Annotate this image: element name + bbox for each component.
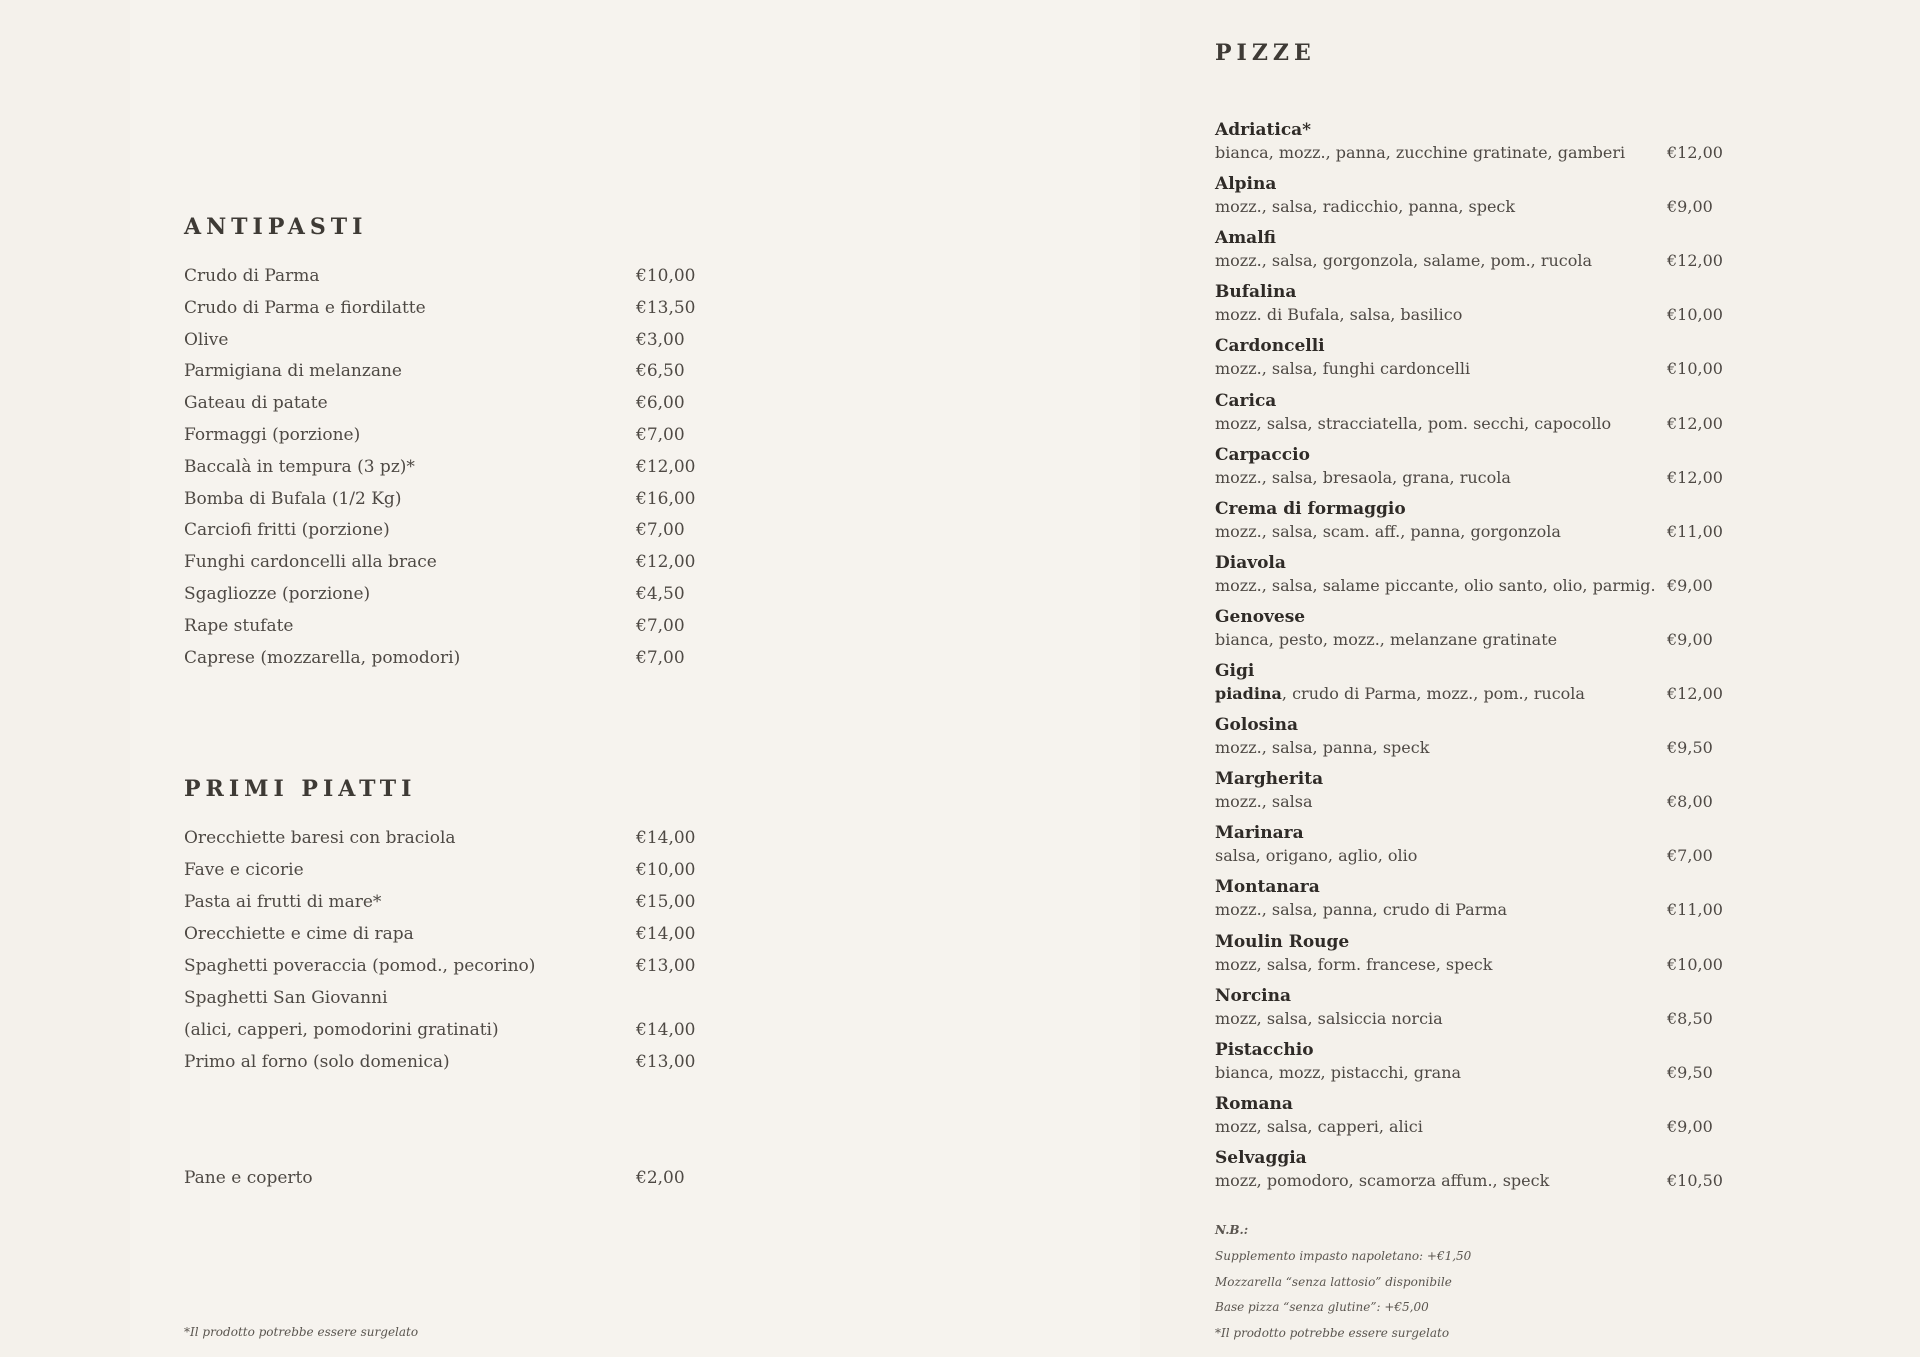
pizza-desc bbox=[1215, 955, 1492, 974]
pizza-desc-text: mozz, salsa, form. francese, speck bbox=[1215, 954, 1493, 974]
pizza-price: €8,00 bbox=[1667, 792, 1713, 812]
pizza-price: €10,00 bbox=[1667, 359, 1723, 379]
pizza-desc-text: mozz, pomodoro, scamorza affum., speck bbox=[1215, 1170, 1550, 1190]
pizza-desc bbox=[1215, 197, 1515, 216]
item-price: €13,00 bbox=[636, 956, 696, 976]
pizza-desc bbox=[1215, 900, 1507, 919]
pizza-desc-text: , crudo di Parma, mozz., pom., rucola bbox=[1281, 684, 1585, 703]
item-price: €7,00 bbox=[636, 647, 685, 668]
item-name: Parmigiana di melanzane bbox=[184, 361, 402, 382]
pizze-title: PIZZE bbox=[1215, 40, 1316, 66]
pizza-price: €9,00 bbox=[1667, 1116, 1713, 1136]
pizza-desc-text: mozz., salsa, radicchio, panna, speck bbox=[1215, 197, 1516, 217]
item-name: Olive bbox=[184, 329, 229, 350]
pizza-price: €12,00 bbox=[1667, 251, 1723, 271]
pizza-name: Montanara bbox=[1215, 877, 1320, 898]
item-name: Funghi cardoncelli alla brace bbox=[184, 552, 437, 573]
item-name: Spaghetti San Giovanni bbox=[184, 988, 388, 1008]
pizza-desc bbox=[1215, 846, 1417, 865]
pizza-name: Bufalina bbox=[1215, 282, 1297, 303]
nb-title: N.B.: bbox=[1215, 1223, 1249, 1237]
pizza-desc-text: mozz., salsa, bresaola, grana, rucola bbox=[1215, 467, 1511, 487]
item-name: Spaghetti poveraccia (pomod., pecorino) bbox=[184, 956, 536, 976]
pizza-desc-text: mozz., salsa bbox=[1215, 792, 1313, 812]
pizza-name: Gigi bbox=[1215, 661, 1255, 681]
item-price: €7,00 bbox=[636, 615, 685, 636]
pizza-name: Pistacchio bbox=[1215, 1039, 1314, 1060]
item-name: Orecchiette e cime di rapa bbox=[184, 924, 414, 944]
nb-line: *Il prodotto potrebbe essere surgelato bbox=[1215, 1325, 1450, 1340]
pizza-price: €10,50 bbox=[1667, 1170, 1723, 1190]
pizza-price: €12,00 bbox=[1667, 467, 1723, 487]
pizza-desc bbox=[1215, 792, 1313, 811]
pizza-name: Amalfi bbox=[1215, 228, 1277, 249]
pizza-desc-text: salsa, origano, aglio, olio bbox=[1215, 846, 1418, 866]
pizza-name: Norcina bbox=[1215, 985, 1292, 1006]
item-name: Primo al forno (solo domenica) bbox=[184, 1052, 450, 1072]
pizza-desc bbox=[1215, 1009, 1443, 1028]
pizza-price: €7,00 bbox=[1667, 846, 1713, 866]
item-name: Carciofi fritti (porzione) bbox=[184, 520, 390, 541]
item-price: €14,00 bbox=[636, 828, 696, 848]
pizza-desc bbox=[1215, 251, 1592, 270]
pizza-price: €10,00 bbox=[1667, 305, 1723, 325]
pizza-desc bbox=[1215, 305, 1462, 324]
pizza-desc bbox=[1215, 1171, 1549, 1190]
pizza-desc-text: bianca, mozz, pistacchi, grana bbox=[1215, 1062, 1462, 1082]
pizza-price: €9,50 bbox=[1667, 738, 1713, 758]
item-price: €6,50 bbox=[636, 361, 685, 382]
item-price: €7,00 bbox=[636, 520, 685, 541]
pizza-price: €9,50 bbox=[1667, 1062, 1713, 1082]
pizza-desc-bold: piadina bbox=[1215, 684, 1282, 703]
pizza-name: Genovese bbox=[1215, 606, 1306, 627]
pizza-desc-text: mozz., salsa, scam. aff., panna, gorgonzola bbox=[1215, 521, 1561, 541]
pizza-price: €11,00 bbox=[1667, 521, 1723, 541]
pizza-name: Golosina bbox=[1215, 715, 1299, 736]
item-price: €10,00 bbox=[636, 266, 696, 286]
pizza-name: Adriatica* bbox=[1215, 120, 1312, 140]
item-price: €15,00 bbox=[636, 892, 696, 912]
pizza-name: Carpaccio bbox=[1215, 444, 1310, 465]
pizza-desc bbox=[1215, 468, 1511, 487]
item-name: Fave e cicorie bbox=[184, 860, 304, 880]
item-name: Gateau di patate bbox=[184, 393, 328, 414]
pizza-desc bbox=[1215, 1063, 1461, 1082]
item-name: Crudo di Parma bbox=[184, 266, 320, 286]
pizza-name: Cardoncelli bbox=[1215, 336, 1325, 357]
item-name: (alici, capperi, pomodorini gratinati) bbox=[184, 1020, 499, 1040]
item-name: Baccalà in tempura (3 pz)* bbox=[184, 456, 415, 477]
pizza-desc-text: mozz., salsa, salame piccante, olio santo, olio, parmig. bbox=[1215, 575, 1656, 595]
coperto-price: €2,00 bbox=[636, 1168, 685, 1188]
pizza-desc-text: bianca, pesto, mozz., melanzane gratinate bbox=[1215, 629, 1558, 649]
pizza-name: Alpina bbox=[1215, 174, 1277, 195]
coperto-name: Pane e coperto bbox=[184, 1168, 313, 1188]
item-price: €12,00 bbox=[636, 456, 696, 477]
item-name: Formaggi (porzione) bbox=[184, 425, 361, 445]
item-price: €4,50 bbox=[636, 584, 685, 604]
pizza-desc-text: bianca, mozz., panna, zucchine gratinate, gamberi bbox=[1215, 143, 1626, 162]
pizza-desc bbox=[1215, 684, 1585, 703]
pizza-desc bbox=[1215, 522, 1561, 541]
pizza-name: Margherita bbox=[1215, 769, 1324, 790]
pizza-desc-text: mozz., salsa, funghi cardoncelli bbox=[1215, 359, 1471, 379]
pizza-desc bbox=[1215, 414, 1611, 433]
item-price: €6,00 bbox=[636, 393, 685, 414]
pizza-name: Romana bbox=[1215, 1093, 1293, 1114]
item-price: €13,50 bbox=[636, 297, 696, 318]
item-name: Orecchiette baresi con braciola bbox=[184, 828, 456, 848]
item-price: €14,00 bbox=[636, 1020, 696, 1040]
pizza-price: €9,00 bbox=[1667, 197, 1713, 217]
pizza-desc bbox=[1215, 576, 1656, 595]
pizza-name: Moulin Rouge bbox=[1215, 931, 1350, 952]
item-price: €16,00 bbox=[636, 488, 696, 509]
nb-line: Mozzarella “senza lattosio” disponibile bbox=[1215, 1274, 1452, 1289]
item-name: Bomba di Bufala (1/2 Kg) bbox=[184, 488, 402, 509]
item-name: Caprese (mozzarella, pomodori) bbox=[184, 647, 461, 668]
nb-line: Base pizza “senza glutine”: +€5,00 bbox=[1215, 1300, 1429, 1314]
left-panel bbox=[130, 0, 1140, 1357]
item-name: Crudo di Parma e fiordilatte bbox=[184, 297, 426, 318]
pizza-desc-text: mozz, salsa, capperi, alici bbox=[1215, 1116, 1423, 1136]
pizza-price: €11,00 bbox=[1667, 900, 1723, 920]
pizza-desc bbox=[1215, 630, 1557, 649]
pizza-desc bbox=[1215, 738, 1429, 757]
antipasti-title: ANTIPASTI bbox=[184, 214, 368, 240]
item-price: €3,00 bbox=[636, 329, 685, 350]
item-name: Pasta ai frutti di mare* bbox=[184, 892, 382, 912]
pizza-desc-text: mozz., salsa, panna, speck bbox=[1215, 738, 1430, 758]
pizza-price: €9,00 bbox=[1667, 575, 1713, 595]
pizza-name: Marinara bbox=[1215, 823, 1304, 844]
pizza-name: Selvaggia bbox=[1215, 1147, 1307, 1168]
pizza-desc-text: mozz. di Bufala, salsa, basilico bbox=[1215, 305, 1463, 325]
pizza-name: Carica bbox=[1215, 390, 1277, 411]
pizza-price: €10,00 bbox=[1667, 954, 1723, 974]
pizza-desc-text: mozz, salsa, salsiccia norcia bbox=[1215, 1008, 1443, 1028]
pizza-desc-text: mozz., salsa, gorgonzola, salame, pom., rucola bbox=[1215, 251, 1593, 271]
pizza-name: Crema di formaggio bbox=[1215, 498, 1406, 519]
item-name: Sgagliozze (porzione) bbox=[184, 584, 371, 604]
pizza-desc bbox=[1215, 359, 1470, 378]
item-price: €14,00 bbox=[636, 924, 696, 944]
item-price: €12,00 bbox=[636, 552, 696, 573]
item-price: €10,00 bbox=[636, 860, 696, 880]
pizza-price: €12,00 bbox=[1667, 684, 1723, 703]
pizza-price: €12,00 bbox=[1667, 413, 1723, 433]
pizza-desc bbox=[1215, 143, 1625, 162]
pizza-desc bbox=[1215, 1117, 1423, 1136]
primi-title: PRIMI PIATTI bbox=[184, 776, 417, 802]
pizza-desc-text: mozz, salsa, stracciatella, pom. secchi, capocollo bbox=[1215, 413, 1612, 433]
item-name: Rape stufate bbox=[184, 615, 294, 636]
pizza-price: €12,00 bbox=[1667, 143, 1723, 162]
item-price: €7,00 bbox=[636, 425, 685, 445]
pizza-desc-text: mozz., salsa, panna, crudo di Parma bbox=[1215, 900, 1508, 920]
item-price: €13,00 bbox=[636, 1052, 696, 1072]
left-footnote: *Il prodotto potrebbe essere surgelato bbox=[184, 1325, 419, 1339]
pizza-name: Diavola bbox=[1215, 552, 1286, 573]
pizza-price: €8,50 bbox=[1667, 1008, 1713, 1028]
nb-line: Supplemento impasto napoletano: +€1,50 bbox=[1215, 1249, 1472, 1263]
pizza-price: €9,00 bbox=[1667, 629, 1713, 649]
